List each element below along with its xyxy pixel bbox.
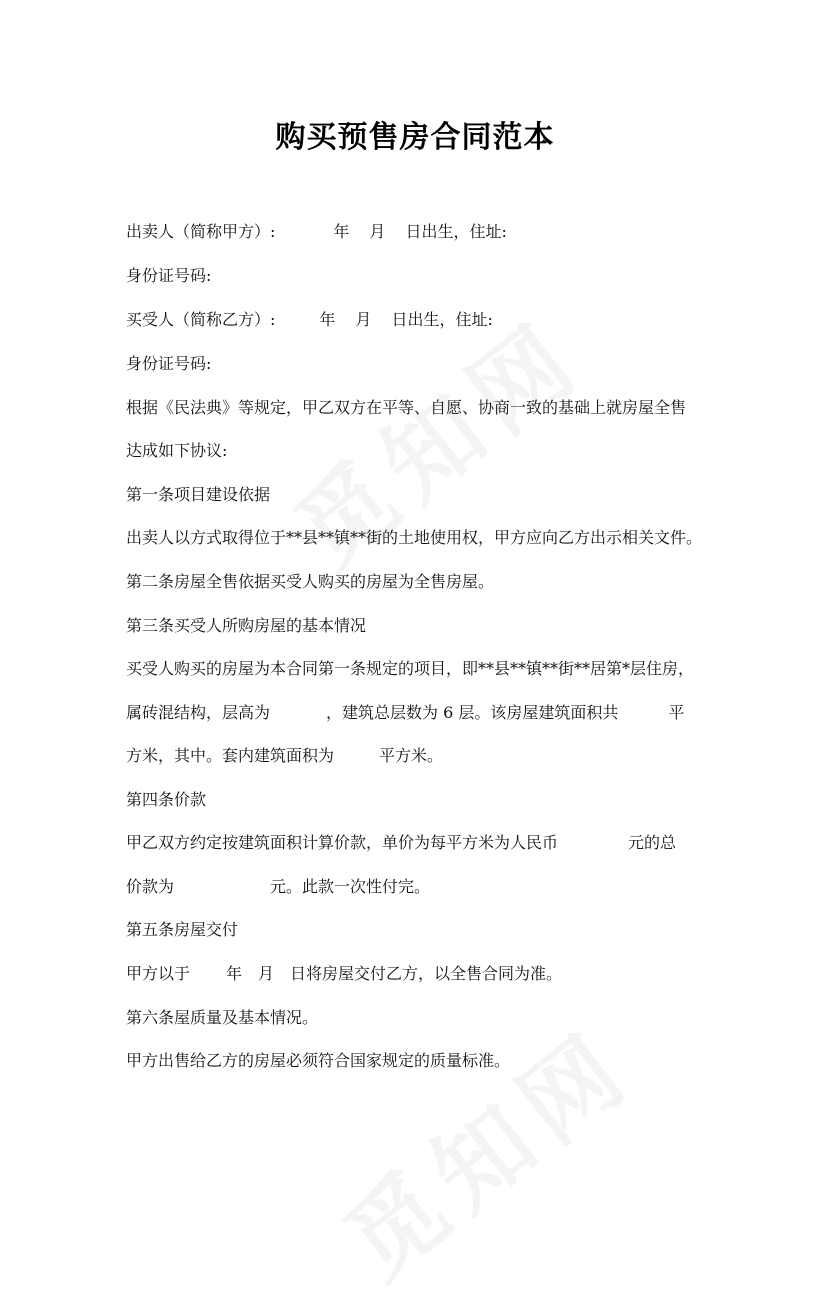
paragraph-line: 达成如下协议: <box>126 441 228 460</box>
paragraph-line: 甲方以于 年 月 日将房屋交付乙方，以全售合同为准。 <box>126 964 563 983</box>
article-heading: 第二条房屋全售依据买受人购买的房屋为全售房屋。 <box>126 572 495 591</box>
paragraph-line: 甲方出售给乙方的房屋必须符合国家规定的质量标准。 <box>126 1051 511 1070</box>
paragraph-line: 根据《民法典》等规定，甲乙双方在平等、自愿、协商一致的基础上就房屋全售 <box>126 398 687 417</box>
paragraph-line: 出卖人以方式取得位于**县**镇**街的土地使用权，甲方应向乙方出示相关文件。 <box>126 528 703 547</box>
buyer-line: 买受人（简称乙方）: 年 月 日出生，住址: <box>126 310 493 329</box>
seller-line: 出卖人（简称甲方）: 年 月 日出生，住址: <box>126 222 507 241</box>
paragraph-line: 买受人购买的房屋为本合同第一条规定的项目，即**县**镇**街**居第*层住房， <box>126 659 695 678</box>
article-heading: 第五条房屋交付 <box>126 920 239 939</box>
paragraph-line: 方米，其中。套内建筑面积为 平方米。 <box>126 746 444 765</box>
seller-id-line: 身份证号码: <box>126 266 212 285</box>
article-heading: 第四条价款 <box>126 790 207 809</box>
article-heading: 第六条屋质量及基本情况。 <box>126 1008 319 1027</box>
paragraph-line: 甲乙双方约定按建筑面积计算价款，单价为每平方米为人民币 元的总 <box>126 833 677 852</box>
paragraph-line: 价款为 元。此款一次性付完。 <box>126 877 431 896</box>
article-heading: 第三条买受人所购房屋的基本情况 <box>126 616 367 635</box>
paragraph-line: 属砖混结构，层高为 ，建筑总层数为 6 层。该房屋建筑面积共 平 <box>126 703 685 722</box>
document-title: 购买预售房合同范本 <box>275 120 555 155</box>
article-heading: 第一条项目建设依据 <box>126 485 271 504</box>
watermark <box>313 993 657 1304</box>
buyer-id-line: 身份证号码: <box>126 354 212 373</box>
